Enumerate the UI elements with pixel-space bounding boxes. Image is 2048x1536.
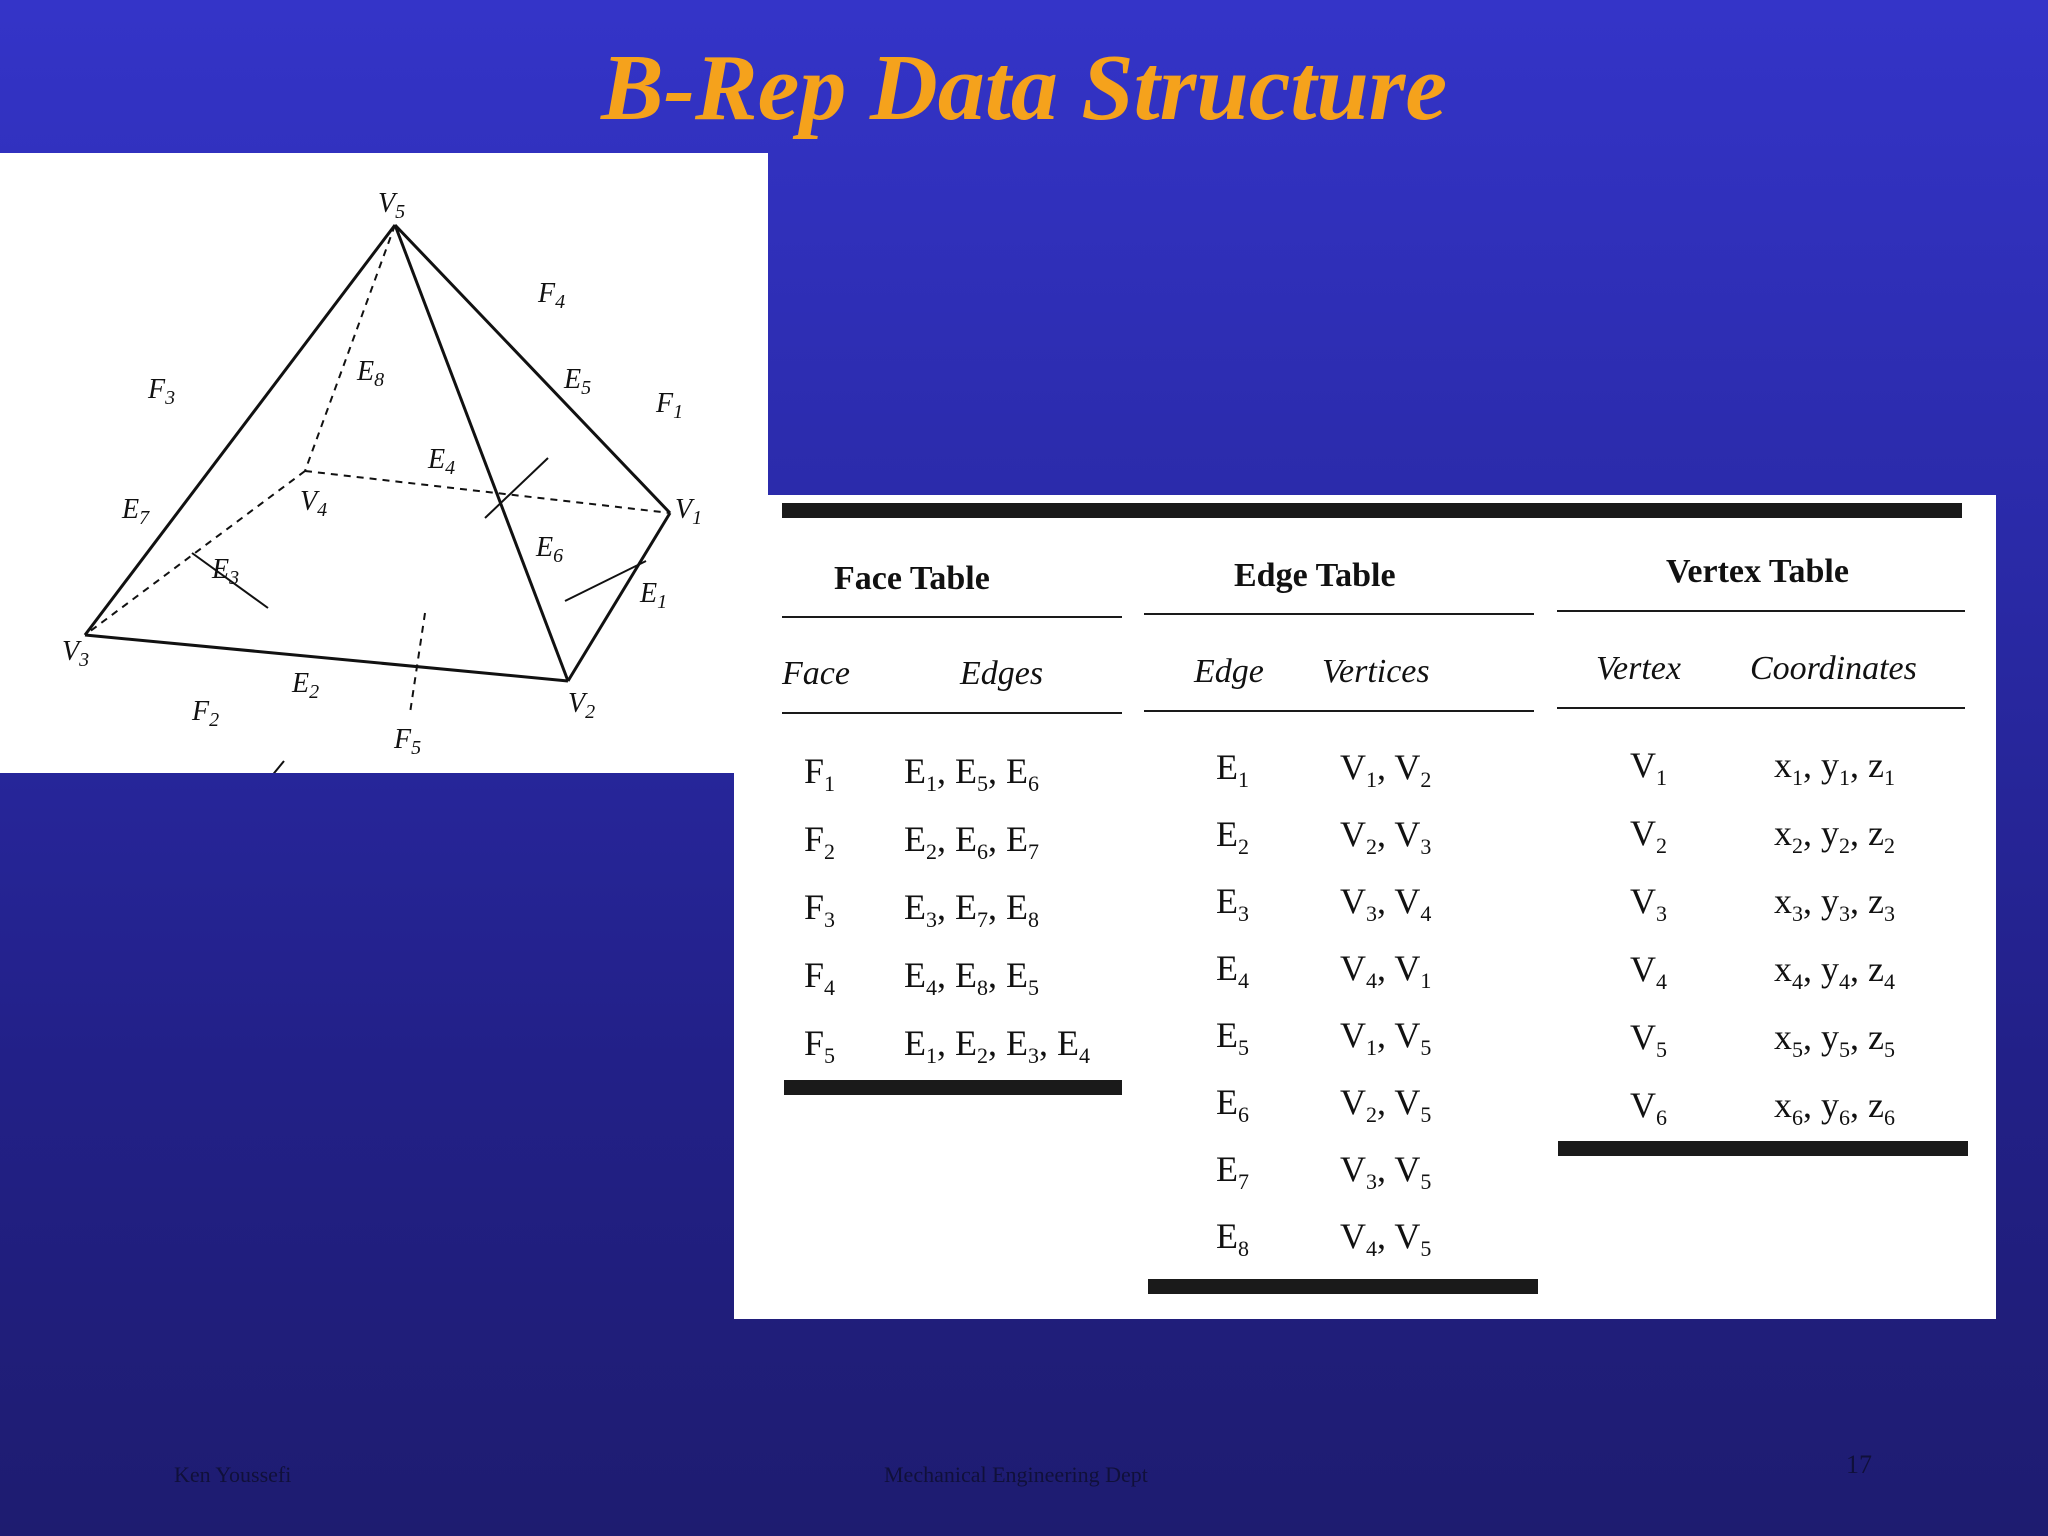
label-f1: $F_1$ <box>656 388 684 423</box>
slide-title: B-Rep Data Structure <box>600 36 1448 140</box>
edge-vertices-cell: $V_4$, $V_5$ <box>1340 1216 1432 1261</box>
label-e3: $E_3$ <box>212 554 240 589</box>
vertex-coordinates-cell: $x_1$, $y_1$, $z_1$ <box>1774 745 1895 790</box>
edge-head-rule <box>1144 710 1534 712</box>
label-v1: $V_1$ <box>675 494 703 529</box>
face-col-face: Face <box>782 655 850 692</box>
vertex-cell: $V_4$ <box>1630 949 1667 994</box>
label-e5: $E_5$ <box>564 364 592 399</box>
edge-col-edge: Edge <box>1194 653 1264 690</box>
vertex-coordinates-cell: $x_3$, $y_3$, $z_3$ <box>1774 881 1895 926</box>
label-f4: $F_4$ <box>538 278 566 313</box>
label-e7: $E_7$ <box>122 494 150 529</box>
edge-vertices-cell: $V_1$, $V_2$ <box>1340 747 1432 792</box>
edge-e8-line <box>305 225 395 471</box>
face-head-rule <box>782 712 1122 714</box>
face-edges-cell: $E_3$, $E_7$, $E_8$ <box>904 887 1039 932</box>
edge-cell: $E_1$ <box>1216 747 1249 792</box>
vertex-cell: $V_5$ <box>1630 1017 1667 1062</box>
face-f2-leader <box>217 761 284 773</box>
label-e2: $E_2$ <box>292 668 320 703</box>
edge-vertices-cell: $V_1$, $V_5$ <box>1340 1015 1432 1060</box>
vertex-cell: $V_1$ <box>1630 745 1667 790</box>
face-cell: $F_2$ <box>804 819 836 864</box>
edge-cell: $E_2$ <box>1216 814 1249 859</box>
edge-table-title: Edge Table <box>1234 557 1396 594</box>
vertex-coordinates-cell: $x_6$, $y_6$, $z_6$ <box>1774 1085 1895 1130</box>
edge-e7-line <box>85 225 395 635</box>
face-table-bottom-rule <box>784 1080 1122 1095</box>
edge-cell: $E_5$ <box>1216 1015 1249 1060</box>
face-table-title: Face Table <box>834 560 990 597</box>
edge-cell: $E_7$ <box>1216 1149 1249 1194</box>
vertex-title-rule <box>1557 610 1965 612</box>
vertex-cell: $V_6$ <box>1630 1085 1667 1130</box>
face-f5-leader <box>410 613 425 713</box>
edge-vertices-cell: $V_3$, $V_5$ <box>1340 1149 1432 1194</box>
label-v4: $V_4$ <box>300 486 328 521</box>
vertex-coordinates-cell: $x_4$, $y_4$, $z_4$ <box>1774 949 1895 994</box>
footer-department: Mechanical Engineering Dept <box>884 1462 1148 1487</box>
label-v2: $V_2$ <box>568 688 596 723</box>
edge-e4-line <box>305 471 670 513</box>
edge-vertices-cell: $V_2$, $V_5$ <box>1340 1082 1432 1127</box>
pyramid-figure <box>0 153 768 773</box>
label-v3: $V_3$ <box>62 636 90 671</box>
edge-cell: $E_3$ <box>1216 881 1249 926</box>
table-top-rule <box>782 503 1962 518</box>
edge-cell: $E_6$ <box>1216 1082 1249 1127</box>
face-f1-leader <box>565 561 646 601</box>
face-edges-cell: $E_1$, $E_5$, $E_6$ <box>904 751 1039 796</box>
edge-table-bottom-rule <box>1148 1279 1538 1294</box>
edge-vertices-cell: $V_2$, $V_3$ <box>1340 814 1432 859</box>
label-f3: $F_3$ <box>148 374 176 409</box>
label-e1: $E_1$ <box>640 578 668 613</box>
vertex-col-coordinates: Coordinates <box>1750 650 1917 687</box>
label-f5: $F_5$ <box>394 724 422 759</box>
edge-e2-line <box>85 635 568 681</box>
edge-e3-line <box>85 471 305 635</box>
edge-vertices-cell: $V_3$, $V_4$ <box>1340 881 1432 926</box>
vertex-table-bottom-rule <box>1558 1141 1968 1156</box>
face-edges-cell: $E_1$, $E_2$, $E_3$, $E_4$ <box>904 1023 1090 1068</box>
face-edges-cell: $E_2$, $E_6$, $E_7$ <box>904 819 1039 864</box>
face-edges-cell: $E_4$, $E_8$, $E_5$ <box>904 955 1039 1000</box>
face-cell: $F_1$ <box>804 751 836 796</box>
vertex-coordinates-cell: $x_5$, $y_5$, $z_5$ <box>1774 1017 1895 1062</box>
edge-title-rule <box>1144 613 1534 615</box>
label-e6: $E_6$ <box>536 532 564 567</box>
face-title-rule <box>782 616 1122 618</box>
footer-author: Ken Youssefi <box>174 1462 292 1487</box>
label-v5: $V_5$ <box>378 188 406 223</box>
page-number: 17 <box>1846 1450 1872 1479</box>
label-e4: $E_4$ <box>428 444 456 479</box>
vertex-head-rule <box>1557 707 1965 709</box>
face-cell: $F_5$ <box>804 1023 836 1068</box>
edge-col-vertices: Vertices <box>1322 653 1430 690</box>
edge-cell: $E_4$ <box>1216 948 1249 993</box>
vertex-coordinates-cell: $x_2$, $y_2$, $z_2$ <box>1774 813 1895 858</box>
tables-panel <box>734 495 1996 1319</box>
pyramid-diagram <box>0 153 768 773</box>
vertex-col-vertex: Vertex <box>1596 650 1681 687</box>
face-cell: $F_4$ <box>804 955 836 1000</box>
edge-cell: $E_8$ <box>1216 1216 1249 1261</box>
label-f2: $F_2$ <box>192 696 220 731</box>
label-e8: $E_8$ <box>357 356 385 391</box>
vertex-table-title: Vertex Table <box>1666 553 1849 590</box>
edge-vertices-cell: $V_4$, $V_1$ <box>1340 948 1432 993</box>
vertex-cell: $V_3$ <box>1630 881 1667 926</box>
face-col-edges: Edges <box>960 655 1044 692</box>
vertex-cell: $V_2$ <box>1630 813 1667 858</box>
face-cell: $F_3$ <box>804 887 836 932</box>
